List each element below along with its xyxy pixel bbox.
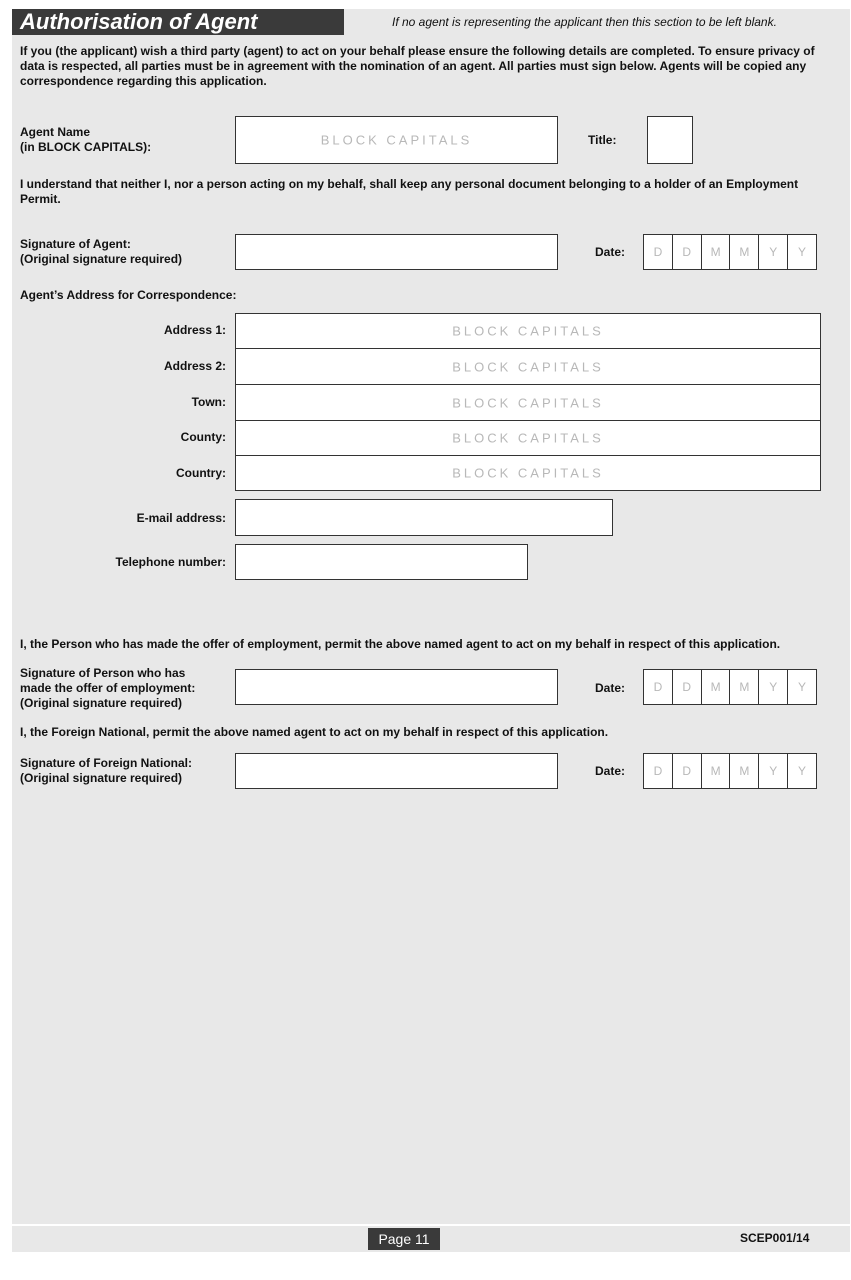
agent-signature-label: Signature of Agent: (Original signature required) [20, 237, 183, 266]
town-input[interactable] [235, 384, 821, 421]
town-label: Town: [191, 395, 226, 409]
foreign-permit-statement: I, the Foreign National, permit the above named agent to act on my behalf in respect of this application. [20, 725, 609, 739]
section-title: Authorisation of Agent [12, 9, 344, 35]
section-note: If no agent is representing the applicant then this section to be left blank. [392, 15, 777, 29]
date-cell-day[interactable]: D [644, 670, 673, 704]
address1-placeholder: BLOCK CAPITALS [452, 323, 604, 339]
foreign-date-label: Date: [595, 764, 626, 778]
address2-placeholder: BLOCK CAPITALS [452, 359, 604, 374]
date-cell-month[interactable]: M [730, 235, 759, 269]
employer-signature-label: Signature of Person who has made the offer of employment: (Original signature required) [20, 666, 196, 710]
address-heading: Agent’s Address for Correspondence: [20, 288, 237, 302]
address1-label: Address 1: [163, 323, 226, 337]
date-cell-year[interactable]: Y [759, 754, 788, 788]
date-cell-day[interactable]: D [673, 235, 702, 269]
phone-input[interactable] [235, 544, 528, 580]
page-number: Page 11 [368, 1228, 440, 1250]
date-cell-day[interactable]: D [644, 235, 673, 269]
date-cell-month[interactable]: M [702, 670, 731, 704]
address2-input[interactable] [235, 348, 821, 385]
foreign-date-input[interactable] [643, 753, 817, 789]
date-cell-month[interactable]: M [702, 235, 731, 269]
date-cell-month[interactable]: M [730, 754, 759, 788]
employer-permit-statement: I, the Person who has made the offer of employment, permit the above named agent to act on my behalf in respect of this application. [20, 637, 781, 651]
date-cell-day[interactable]: D [644, 754, 673, 788]
agent-date-label: Date: [595, 245, 626, 259]
agent-name-label: Agent Name (in BLOCK CAPITALS): [20, 125, 152, 154]
email-input[interactable] [235, 499, 613, 536]
county-label: County: [180, 430, 226, 444]
document-code: SCEP001/14 [740, 1231, 810, 1245]
foreign-signature-field[interactable] [235, 753, 558, 789]
date-cell-month[interactable]: M [702, 754, 731, 788]
employer-date-input[interactable] [643, 669, 817, 705]
employer-signature-field[interactable] [235, 669, 558, 705]
intro-paragraph: If you (the applicant) wish a third party (agent) to act on your behalf please ensure the following details are completed. To ensure privacy of data is respected, all parties must be in agreement with the nomination of an agent. All parties must sign below. Agents will be copied any correspondence regarding this application. [20, 44, 815, 88]
agent-date-input[interactable] [643, 234, 817, 270]
email-label: E-mail address: [136, 511, 226, 525]
country-placeholder: BLOCK CAPITALS [452, 465, 604, 481]
address1-input[interactable] [235, 313, 821, 349]
date-cell-day[interactable]: D [673, 754, 702, 788]
title-input[interactable] [647, 116, 693, 164]
foreign-signature-label: Signature of Foreign National: (Original signature required) [20, 756, 193, 785]
county-placeholder: BLOCK CAPITALS [452, 430, 604, 446]
agent-signature-field[interactable] [235, 234, 558, 270]
agent-name-placeholder: BLOCK CAPITALS [320, 132, 473, 148]
country-input[interactable] [235, 455, 821, 491]
date-cell-month[interactable]: M [730, 670, 759, 704]
understand-statement: I understand that neither I, nor a person acting on my behalf, shall keep any personal document belonging to a holder of an Employment Permit. [20, 177, 799, 206]
date-cell-year[interactable]: Y [759, 670, 788, 704]
agent-name-input[interactable] [235, 116, 558, 164]
date-cell-year[interactable]: Y [798, 245, 807, 259]
country-label: Country: [176, 466, 226, 480]
phone-label: Telephone number: [115, 555, 226, 569]
county-input[interactable] [235, 420, 821, 456]
address2-label: Address 2: [163, 359, 226, 373]
date-cell-day[interactable]: D [673, 670, 702, 704]
date-cell-year[interactable]: Y [759, 235, 788, 269]
date-cell-year[interactable]: Y [798, 764, 807, 778]
town-placeholder: BLOCK CAPITALS [452, 395, 604, 410]
employer-date-label: Date: [595, 681, 626, 695]
title-label: Title: [588, 133, 617, 147]
date-cell-year[interactable]: Y [798, 680, 807, 694]
